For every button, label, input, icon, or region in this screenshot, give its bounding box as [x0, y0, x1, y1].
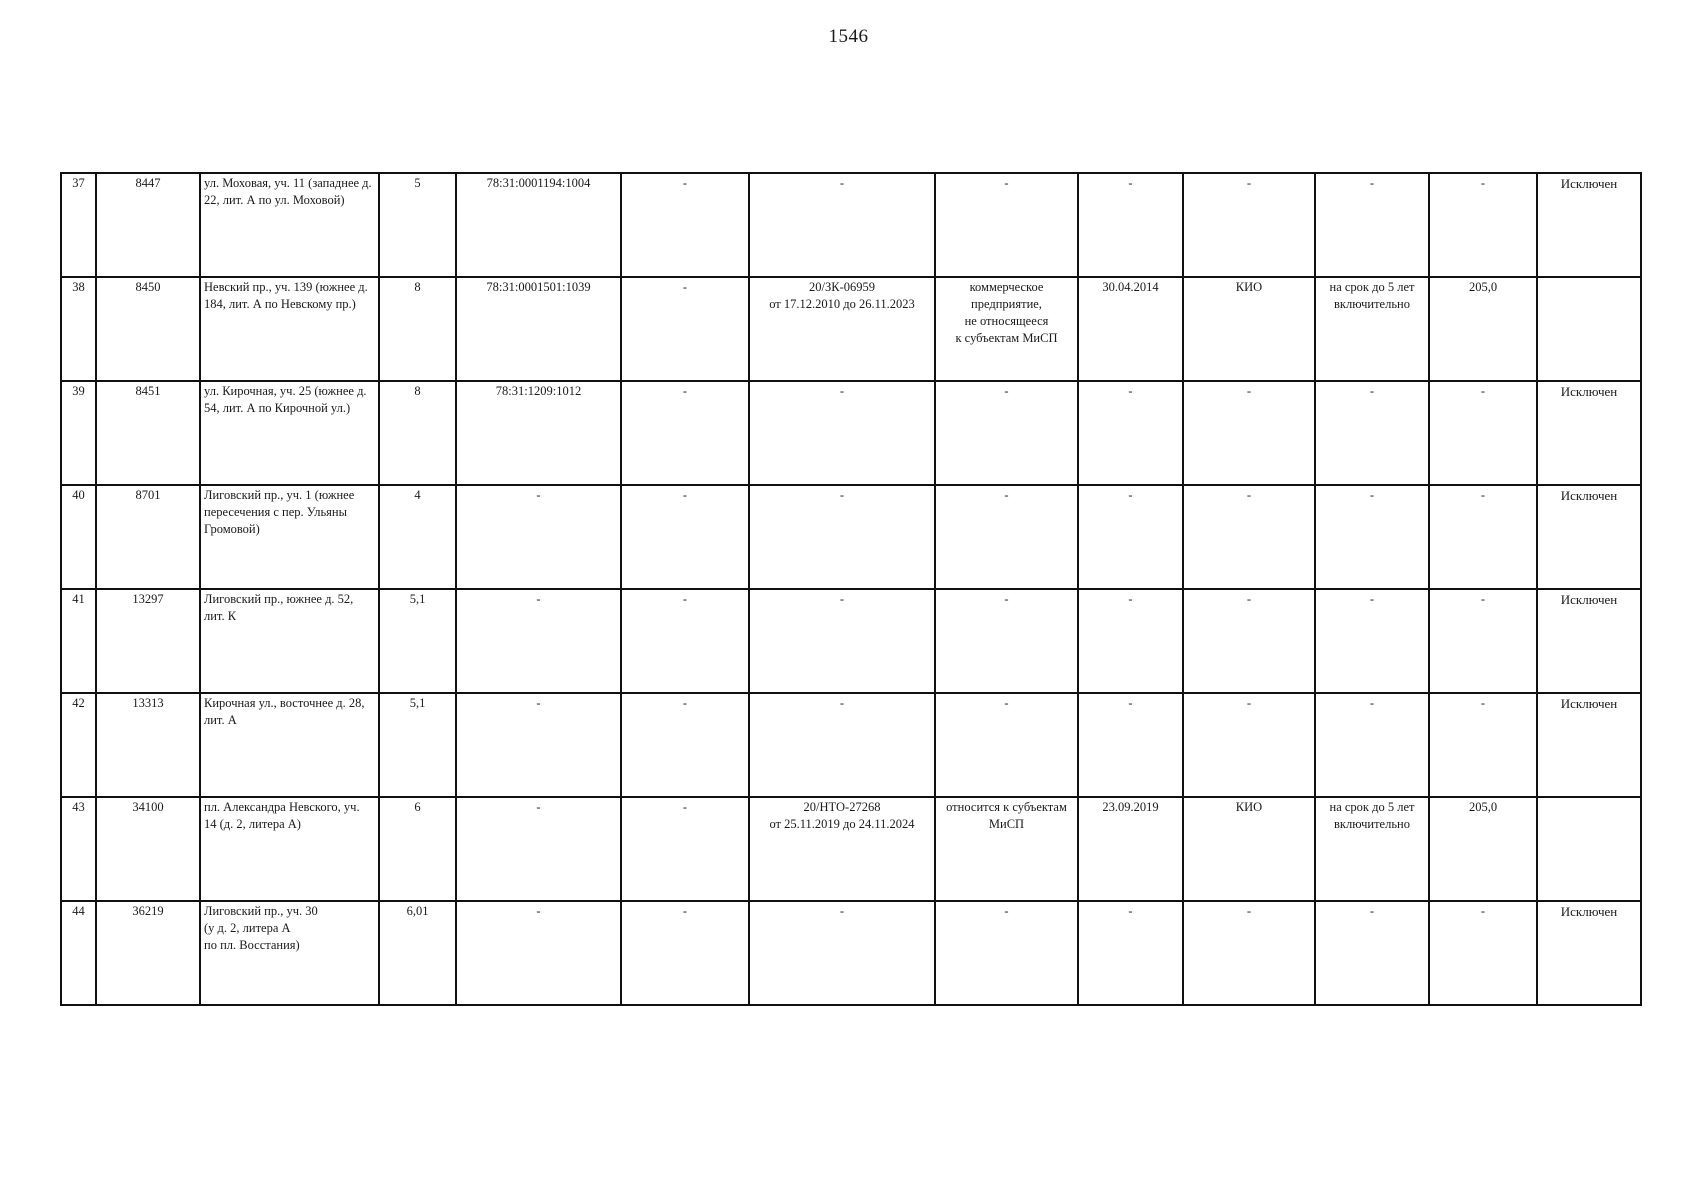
cell-object-code: 8451	[96, 381, 200, 485]
registry-body	[61, 173, 1641, 1005]
cell-status	[1537, 797, 1641, 901]
registry-table	[60, 172, 1642, 1006]
cell-area: 4	[379, 485, 456, 589]
cell-tenant-category: коммерческое предприятие, не относящееся к субъектам МиСП	[935, 277, 1078, 381]
cell-term: -	[1315, 589, 1429, 693]
cell-column-6: -	[621, 589, 749, 693]
cell-tenant-category: -	[935, 173, 1078, 277]
cell-row-number: 44	[61, 901, 96, 1005]
table-row	[61, 797, 1641, 901]
cell-tenant-category: -	[935, 693, 1078, 797]
cell-column-6: -	[621, 173, 749, 277]
cell-term: -	[1315, 485, 1429, 589]
page-number: 1546	[828, 26, 869, 47]
cell-term: -	[1315, 901, 1429, 1005]
cell-organization: -	[1183, 381, 1315, 485]
cell-row-number: 40	[61, 485, 96, 589]
table-row	[61, 485, 1641, 589]
cell-tenant-category: -	[935, 901, 1078, 1005]
cell-cadastral-number: -	[456, 797, 621, 901]
cell-organization: -	[1183, 589, 1315, 693]
cell-organization: -	[1183, 485, 1315, 589]
cell-area: 8	[379, 381, 456, 485]
cell-status: Исключен	[1537, 693, 1641, 797]
cell-address: пл. Александра Невского, уч. 14 (д. 2, литера А)	[200, 797, 379, 901]
cell-area: 6,01	[379, 901, 456, 1005]
cell-date: 30.04.2014	[1078, 277, 1183, 381]
cell-status: Исключен	[1537, 381, 1641, 485]
cell-date: -	[1078, 485, 1183, 589]
cell-address: Невский пр., уч. 139 (южнее д. 184, лит. А по Невскому пр.)	[200, 277, 379, 381]
cell-tenant-category: -	[935, 381, 1078, 485]
cell-contract: 20/ЗК-06959 от 17.12.2010 до 26.11.2023	[749, 277, 935, 381]
cell-tenant-category: относится к субъектам МиСП	[935, 797, 1078, 901]
cell-row-number: 41	[61, 589, 96, 693]
cell-date: 23.09.2019	[1078, 797, 1183, 901]
cell-contract: -	[749, 381, 935, 485]
cell-status	[1537, 277, 1641, 381]
cell-cadastral-number: 78:31:1209:1012	[456, 381, 621, 485]
cell-status: Исключен	[1537, 173, 1641, 277]
cell-contract: 20/НТО-27268 от 25.11.2019 до 24.11.2024	[749, 797, 935, 901]
cell-organization: -	[1183, 173, 1315, 277]
cell-column-6: -	[621, 901, 749, 1005]
cell-cadastral-number: -	[456, 589, 621, 693]
cell-contract: -	[749, 173, 935, 277]
cell-cadastral-number: -	[456, 693, 621, 797]
cell-organization: КИО	[1183, 277, 1315, 381]
cell-date: -	[1078, 693, 1183, 797]
cell-organization: -	[1183, 693, 1315, 797]
cell-term: -	[1315, 693, 1429, 797]
cell-address: Лиговский пр., уч. 1 (южнее пересечения с пер. Ульяны Громовой)	[200, 485, 379, 589]
cell-column-6: -	[621, 797, 749, 901]
cell-area: 8	[379, 277, 456, 381]
cell-row-number: 37	[61, 173, 96, 277]
cell-cadastral-number: 78:31:0001501:1039	[456, 277, 621, 381]
cell-object-code: 13297	[96, 589, 200, 693]
cell-address: Лиговский пр., южнее д. 52, лит. К	[200, 589, 379, 693]
cell-row-number: 42	[61, 693, 96, 797]
table-row	[61, 173, 1641, 277]
cell-row-number: 38	[61, 277, 96, 381]
cell-area: 5,1	[379, 589, 456, 693]
cell-value: -	[1429, 173, 1537, 277]
cell-date: -	[1078, 901, 1183, 1005]
cell-tenant-category: -	[935, 589, 1078, 693]
cell-term: на срок до 5 лет включительно	[1315, 797, 1429, 901]
cell-object-code: 8450	[96, 277, 200, 381]
cell-status: Исключен	[1537, 485, 1641, 589]
cell-value: -	[1429, 485, 1537, 589]
cell-date: -	[1078, 381, 1183, 485]
cell-tenant-category: -	[935, 485, 1078, 589]
table-row	[61, 589, 1641, 693]
cell-object-code: 34100	[96, 797, 200, 901]
cell-value: -	[1429, 693, 1537, 797]
cell-row-number: 39	[61, 381, 96, 485]
cell-date: -	[1078, 173, 1183, 277]
cell-organization: -	[1183, 901, 1315, 1005]
cell-term: -	[1315, 381, 1429, 485]
cell-date: -	[1078, 589, 1183, 693]
cell-value: -	[1429, 381, 1537, 485]
cell-address: Лиговский пр., уч. 30 (у д. 2, литера А по пл. Восстания)	[200, 901, 379, 1005]
cell-area: 5,1	[379, 693, 456, 797]
cell-value: -	[1429, 589, 1537, 693]
table-row	[61, 277, 1641, 381]
cell-contract: -	[749, 693, 935, 797]
cell-term: на срок до 5 лет включительно	[1315, 277, 1429, 381]
cell-column-6: -	[621, 693, 749, 797]
cell-cadastral-number: -	[456, 901, 621, 1005]
cell-contract: -	[749, 485, 935, 589]
cell-address: ул. Кирочная, уч. 25 (южнее д. 54, лит. А по Кирочной ул.)	[200, 381, 379, 485]
cell-status: Исключен	[1537, 589, 1641, 693]
table-row	[61, 381, 1641, 485]
cell-area: 5	[379, 173, 456, 277]
cell-status: Исключен	[1537, 901, 1641, 1005]
cell-value: 205,0	[1429, 797, 1537, 901]
cell-organization: КИО	[1183, 797, 1315, 901]
cell-row-number: 43	[61, 797, 96, 901]
cell-term: -	[1315, 173, 1429, 277]
table-row	[61, 693, 1641, 797]
cell-object-code: 8447	[96, 173, 200, 277]
cell-value: -	[1429, 901, 1537, 1005]
cell-address: ул. Моховая, уч. 11 (западнее д. 22, лит. А по ул. Моховой)	[200, 173, 379, 277]
cell-contract: -	[749, 589, 935, 693]
cell-area: 6	[379, 797, 456, 901]
cell-cadastral-number: -	[456, 485, 621, 589]
cell-object-code: 13313	[96, 693, 200, 797]
cell-object-code: 36219	[96, 901, 200, 1005]
cell-column-6: -	[621, 277, 749, 381]
table-row	[61, 901, 1641, 1005]
cell-address: Кирочная ул., восточнее д. 28, лит. А	[200, 693, 379, 797]
cell-object-code: 8701	[96, 485, 200, 589]
cell-column-6: -	[621, 485, 749, 589]
cell-contract: -	[749, 901, 935, 1005]
cell-cadastral-number: 78:31:0001194:1004	[456, 173, 621, 277]
cell-value: 205,0	[1429, 277, 1537, 381]
cell-column-6: -	[621, 381, 749, 485]
